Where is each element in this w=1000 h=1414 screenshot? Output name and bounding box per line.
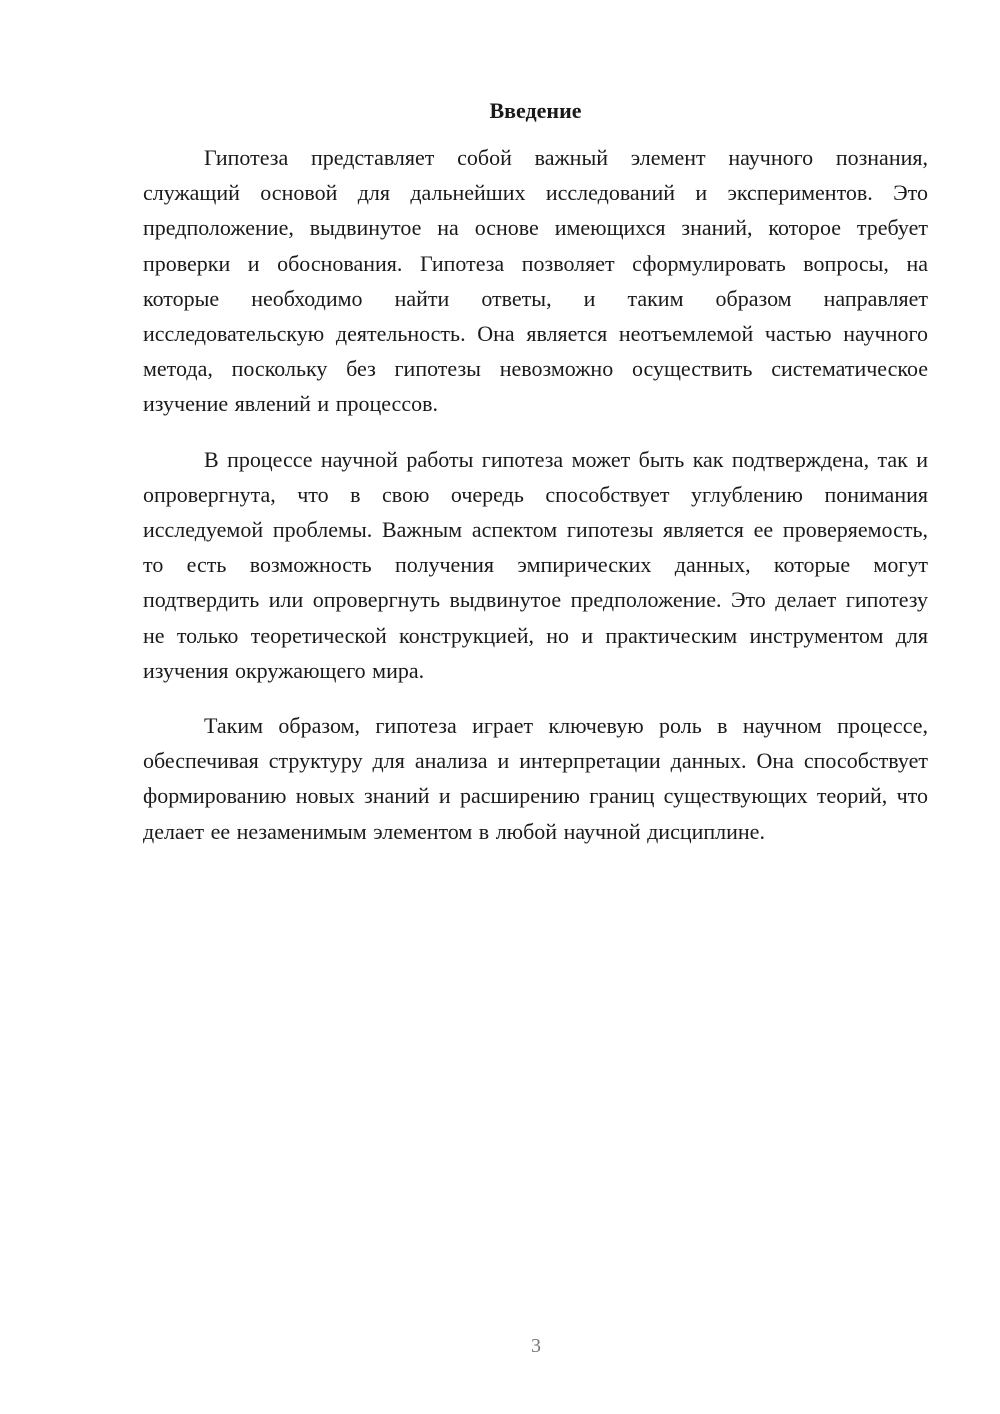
page-content <box>143 96 928 869</box>
page-title: Введение <box>489 98 582 123</box>
paragraph-3: Таким образом, гипотеза играет ключевую роль в научном процессе, обеспечивая структуру для анализа и интерпретации данных. Она способствует формированию новых знаний и расширению границ существующих теорий, что делает ее незаменимым элементом в любой научной дисциплине. <box>143 713 928 844</box>
paragraph-2: В процессе научной работы гипотеза может быть как подтверждена, так и опровергнута, что в свою очередь способствует углублению понимания исследуемой проблемы. Важным аспектом гипотезы является ее проверяемость, то есть возможность получения эмпирических данных, которые могут подтвердить или опровергнуть выдвинутое предположение. Это делает гипотезу не только теоретической конструкцией, но и практическим инструментом для изучения окружающего мира. <box>143 446 928 683</box>
page-number: 3 <box>531 1335 541 1357</box>
paragraph-1: Гипотеза представляет собой важный элемент научного познания, служащий основой для дальнейших исследований и экспериментов. Это предположение, выдвинутое на основе имеющихся знаний, которое требует проверки и обоснования. Гипотеза позволяет сформулировать вопросы, на которые необходимо найти ответы, и таким образом направляет исследовательскую деятельность. Она является неотъемлемой частью научного метода, поскольку без гипотезы невозможно осуществить систематическое изучение явлений и процессов. <box>143 145 928 417</box>
